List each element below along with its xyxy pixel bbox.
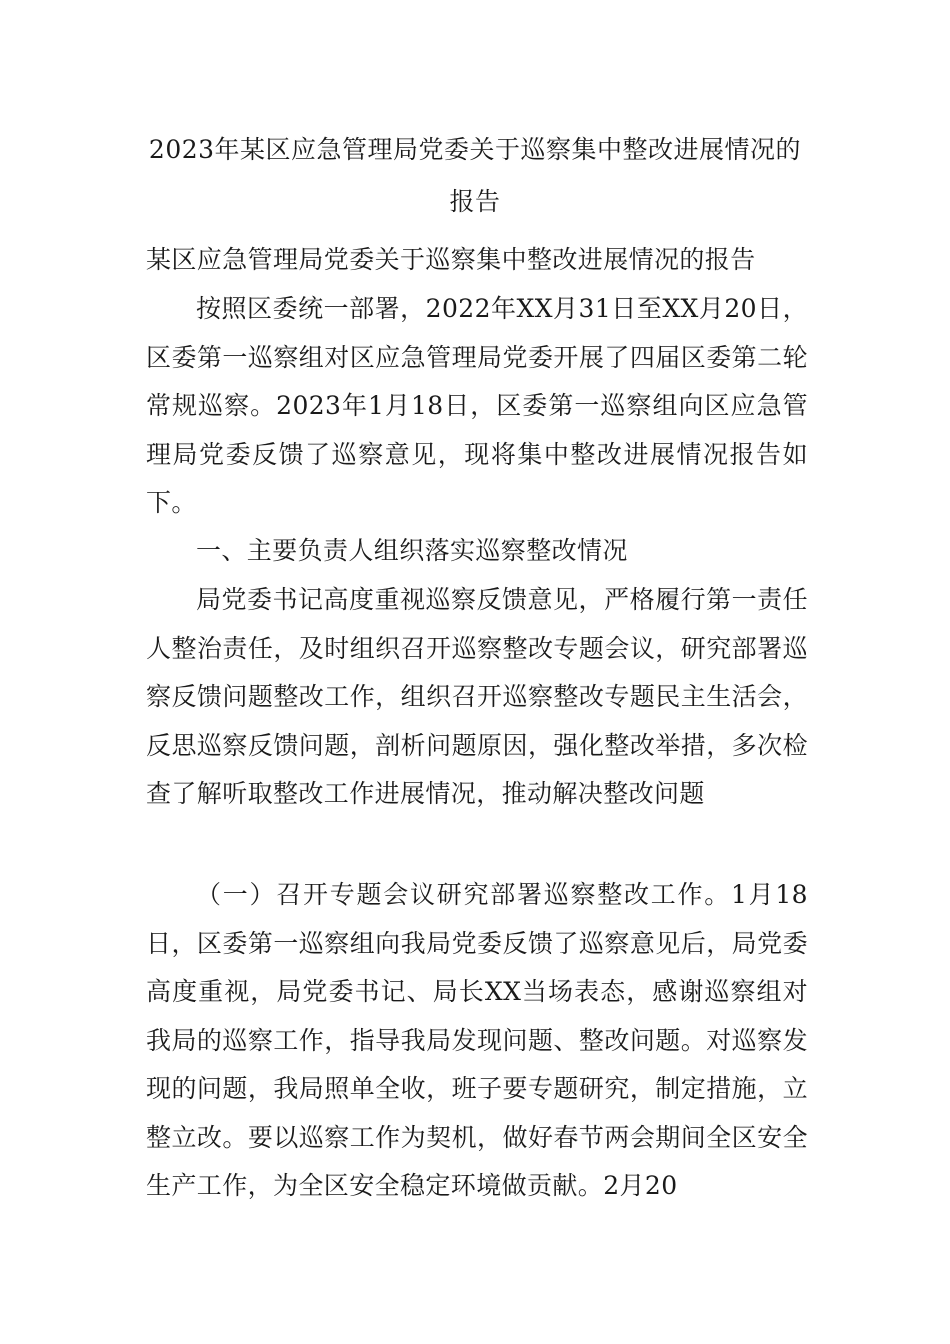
paragraph-intro: 按照区委统一部署，2022年XX月31日至XX月20日，区委第一巡察组对区应急管理局党委开展了四届区委第二轮常规巡察。2023年1月18日，区委第一巡察组向区应急管理局党委反馈了巡察意见，现将集中整改进展情况报告如下。: [146, 294, 808, 517]
document-subtitle: 某区应急管理局党委关于巡察集中整改进展情况的报告: [146, 245, 756, 274]
paragraph-subsection-1: （一）召开专题会议研究部署巡察整改工作。1月18日，区委第一巡察组向我局党委反馈了巡察意见后，局党委高度重视，局党委书记、局长XX当场表态，感谢巡察组对我局的巡察工作，指导我局发现问题、整改问题。对巡察发现的问题，我局照单全收，班子要专题研究，制定措施，立整立改。要以巡察工作为契机，做好春节两会期间全区安全生产工作，为全区安全稳定环境做贡献。2月20: [146, 880, 808, 1200]
section-heading-1: 一、主要负责人组织落实巡察整改情况: [196, 536, 628, 565]
document-title: 2023年某区应急管理局党委关于巡察集中整改进展情况的报告: [148, 135, 802, 216]
paragraph-section-1: 局党委书记高度重视巡察反馈意见，严格履行第一责任人整治责任，及时组织召开巡察整改专题会议，研究部署巡察反馈问题整改工作，组织召开巡察整改专题民主生活会，反思巡察反馈问题，剖析问题原因，强化整改举措，多次检查了解听取整改工作进展情况，推动解决整改问题: [146, 585, 808, 808]
